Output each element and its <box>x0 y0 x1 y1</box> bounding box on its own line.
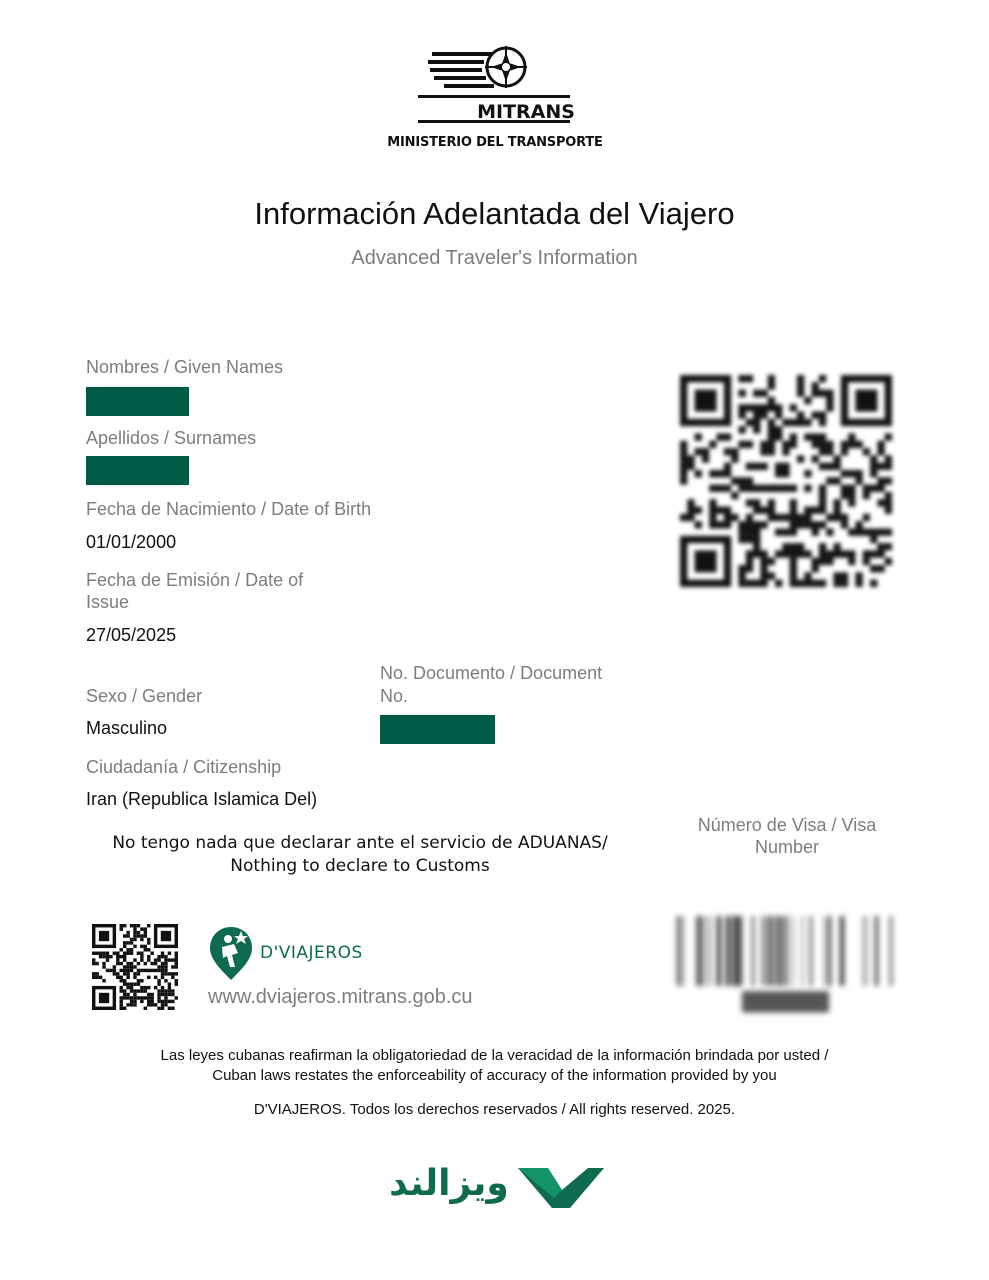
visa-number-label <box>672 814 902 858</box>
dviajeros-url[interactable]: www.dviajeros.mitrans.gob.cu <box>208 986 473 1008</box>
visa-number-label-line2: Number <box>754 837 820 857</box>
surnames-label: Apellidos / Surnames <box>86 428 257 448</box>
given-names-label: Nombres / Given Names <box>86 357 284 377</box>
qr-code-small <box>92 924 178 1010</box>
surnames-redacted <box>86 456 189 485</box>
visaland-logo-text: ویزالند <box>389 1163 509 1204</box>
customs-declaration-line1: No tengo nada que declarar ante el servicio de ADUANAS/ <box>112 833 608 853</box>
qr-code-large <box>680 375 892 587</box>
visa-number-label-line1: Número de Visa / Visa <box>697 815 877 835</box>
visaland-check-icon <box>518 1164 604 1210</box>
legal-notice <box>60 1046 929 1086</box>
visaland-logo <box>384 1158 606 1218</box>
copyright-notice: D'VIAJEROS. Todos los derechos reservados / All rights reserved. 2025. <box>253 1101 736 1118</box>
mitrans-emblem-icon <box>384 38 606 138</box>
visa-number-blurred: ████████ <box>742 992 829 1013</box>
document-number-redacted <box>380 715 495 744</box>
issue-date-label-line2: Issue <box>86 592 130 612</box>
svg-text:MITRANS: MITRANS <box>477 101 575 123</box>
document-label-line2: No. <box>380 686 409 706</box>
legal-notice-line2: Cuban laws restates the enforceability of accuracy of the information provided by you <box>212 1067 777 1084</box>
gender-value: Masculino <box>86 718 168 738</box>
page-subtitle: Advanced Traveler's Information <box>351 247 638 269</box>
customs-declaration-line2: Nothing to declare to Customs <box>230 856 490 876</box>
document-label-line1: No. Documento / Document <box>380 663 603 683</box>
issue-date-value: 27/05/2025 <box>86 625 177 645</box>
dob-label: Fecha de Nacimiento / Date of Birth <box>86 499 372 519</box>
dviajeros-logo-icon <box>208 925 254 981</box>
legal-notice-line1: Las leyes cubanas reafirman la obligatoriedad de la veracidad de la información brindada por usted / <box>160 1047 829 1064</box>
given-names-redacted <box>86 387 189 416</box>
issue-date-label-line1: Fecha de Emisión / Date of <box>86 570 304 590</box>
customs-declaration <box>80 832 640 878</box>
visa-barcode <box>673 912 898 990</box>
page-title: Información Adelantada del Viajero <box>254 196 735 231</box>
citizenship-label: Ciudadanía / Citizenship <box>86 757 282 777</box>
dob-value: 01/01/2000 <box>86 532 177 552</box>
citizenship-value: Iran (Republica Islamica Del) <box>86 789 318 809</box>
ministry-name: MINISTERIO DEL TRANSPORTE <box>387 135 603 150</box>
gender-label: Sexo / Gender <box>86 686 203 706</box>
dviajeros-brand-name: D'VIAJEROS <box>260 943 363 963</box>
